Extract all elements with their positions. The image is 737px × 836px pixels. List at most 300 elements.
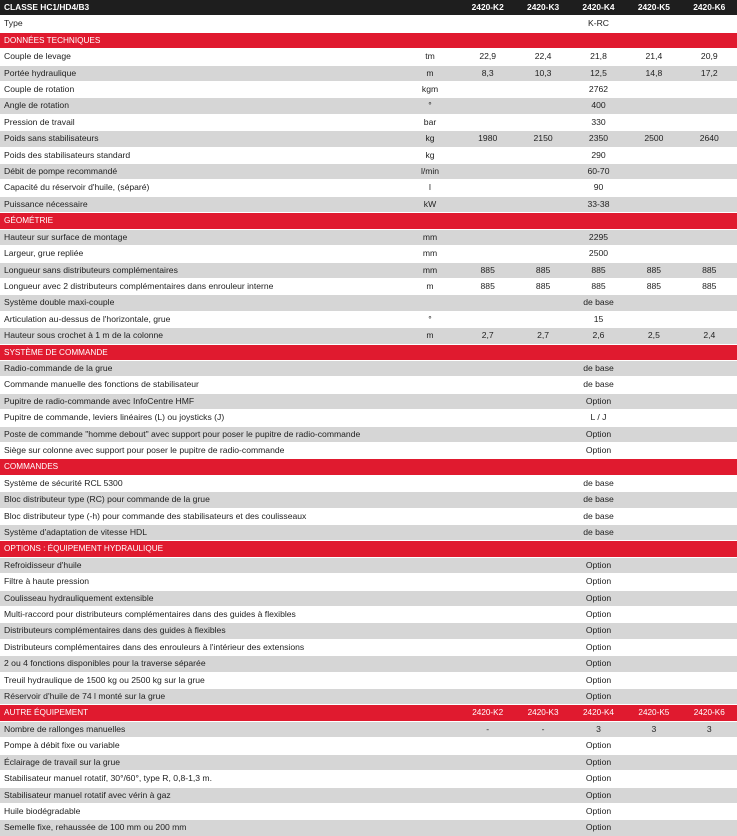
row-label: Distributeurs complémentaires dans des guides à flexibles: [0, 623, 400, 639]
table-row: [0, 508, 737, 524]
value-cell: 22,9: [460, 49, 515, 65]
row-label: Radio-commande de la grue: [0, 360, 400, 376]
value-cell: [626, 557, 681, 573]
table-row: [0, 328, 737, 344]
row-unit: [400, 360, 460, 376]
value-cell: Option: [571, 426, 626, 442]
value-cell: [460, 16, 515, 32]
value-cell: [682, 525, 737, 541]
value-cell: [626, 639, 681, 655]
value-cell: 3: [682, 721, 737, 737]
value-cell: [682, 426, 737, 442]
section-title: COMMANDES: [0, 459, 737, 475]
table-row: [0, 410, 737, 426]
table-row: [0, 311, 737, 327]
value-cell: 2,6: [571, 328, 626, 344]
value-cell: [626, 246, 681, 262]
value-cell: Option: [571, 754, 626, 770]
row-unit: [400, 475, 460, 491]
row-unit: [400, 525, 460, 541]
value-cell: [515, 771, 570, 787]
value-cell: 90: [571, 180, 626, 196]
value-cell: [460, 557, 515, 573]
row-label: Couple de rotation: [0, 82, 400, 98]
value-cell: [515, 196, 570, 212]
value-cell: [682, 508, 737, 524]
value-cell: [460, 98, 515, 114]
table-row: [0, 492, 737, 508]
value-cell: [626, 180, 681, 196]
value-cell: [460, 689, 515, 705]
table-row: [0, 393, 737, 409]
value-cell: [682, 672, 737, 688]
value-cell: [626, 311, 681, 327]
value-cell: [515, 525, 570, 541]
value-cell: [626, 442, 681, 458]
value-cell: 60-70: [571, 164, 626, 180]
value-cell: 2,7: [460, 328, 515, 344]
value-cell: 10,3: [515, 65, 570, 81]
row-label: Huile biodégradable: [0, 803, 400, 819]
table-row: [0, 377, 737, 393]
value-cell: [626, 410, 681, 426]
table-row: [0, 738, 737, 754]
section-header: [0, 541, 737, 557]
value-cell: [460, 525, 515, 541]
table-row: [0, 82, 737, 98]
value-cell: 885: [515, 278, 570, 294]
value-cell: [460, 295, 515, 311]
value-cell: 17,2: [682, 65, 737, 81]
value-cell: [460, 492, 515, 508]
value-cell: 2150: [515, 131, 570, 147]
table-row: [0, 721, 737, 737]
table-row: [0, 426, 737, 442]
row-label: Treuil hydraulique de 1500 kg ou 2500 kg sur la grue: [0, 672, 400, 688]
table-row: [0, 196, 737, 212]
value-cell: [682, 787, 737, 803]
value-cell: [460, 147, 515, 163]
table-row: [0, 475, 737, 491]
value-cell: [682, 738, 737, 754]
table-row: [0, 278, 737, 294]
value-cell: Option: [571, 803, 626, 819]
row-label: Capacité du réservoir d'huile, (séparé): [0, 180, 400, 196]
row-label: Pression de travail: [0, 114, 400, 130]
table-row: [0, 787, 737, 803]
value-cell: [626, 82, 681, 98]
row-unit: [400, 393, 460, 409]
value-cell: [515, 492, 570, 508]
value-cell: [460, 311, 515, 327]
value-cell: 15: [571, 311, 626, 327]
value-cell: [626, 820, 681, 836]
value-cell: [460, 607, 515, 623]
value-cell: 290: [571, 147, 626, 163]
value-cell: [682, 607, 737, 623]
value-cell: [626, 738, 681, 754]
value-cell: [626, 147, 681, 163]
section-header: [0, 213, 737, 229]
row-unit: [400, 16, 460, 32]
value-cell: [626, 393, 681, 409]
value-cell: [682, 164, 737, 180]
row-label: Refroidisseur d'huile: [0, 557, 400, 573]
value-cell: 330: [571, 114, 626, 130]
value-cell: [626, 754, 681, 770]
value-cell: [626, 360, 681, 376]
table-row: [0, 820, 737, 836]
value-cell: [682, 803, 737, 819]
row-unit: [400, 656, 460, 672]
value-cell: Option: [571, 442, 626, 458]
value-cell: 8,3: [460, 65, 515, 81]
row-label: Filtre à haute pression: [0, 574, 400, 590]
value-cell: [515, 229, 570, 245]
value-cell: [460, 442, 515, 458]
row-unit: [400, 377, 460, 393]
value-cell: [626, 16, 681, 32]
value-cell: [626, 475, 681, 491]
row-unit: m: [400, 278, 460, 294]
row-unit: [400, 426, 460, 442]
value-cell: [460, 164, 515, 180]
row-unit: [400, 557, 460, 573]
row-label: Multi-raccord pour distributeurs complémentaires dans des guides à flexibles: [0, 607, 400, 623]
model-header: 2420-K6: [682, 705, 737, 721]
value-cell: [682, 557, 737, 573]
row-unit: bar: [400, 114, 460, 130]
row-label: Semelle fixe, rehaussée de 100 mm ou 200 mm: [0, 820, 400, 836]
row-label: Pupitre de commande, leviers linéaires (L) ou joysticks (J): [0, 410, 400, 426]
row-unit: °: [400, 98, 460, 114]
model-header: 2420-K6: [682, 0, 737, 16]
value-cell: [626, 196, 681, 212]
value-cell: [626, 787, 681, 803]
row-label: Bloc distributeur type (-h) pour commande des stabilisateurs et des coulisseaux: [0, 508, 400, 524]
value-cell: [682, 98, 737, 114]
row-label: Coulisseau hydrauliquement extensible: [0, 590, 400, 606]
value-cell: 21,8: [571, 49, 626, 65]
row-label: Pompe à débit fixe ou variable: [0, 738, 400, 754]
value-cell: [626, 229, 681, 245]
value-cell: [626, 590, 681, 606]
value-cell: [626, 672, 681, 688]
value-cell: [682, 295, 737, 311]
row-unit: [400, 689, 460, 705]
unit-cell: [400, 705, 460, 721]
value-cell: [515, 426, 570, 442]
value-cell: [460, 393, 515, 409]
table-row: [0, 360, 737, 376]
value-cell: [460, 475, 515, 491]
row-unit: mm: [400, 246, 460, 262]
section-title: AUTRE ÉQUIPEMENT: [0, 705, 400, 721]
value-cell: 885: [626, 278, 681, 294]
value-cell: [515, 311, 570, 327]
table-row: [0, 672, 737, 688]
row-unit: °: [400, 311, 460, 327]
value-cell: [682, 147, 737, 163]
row-unit: [400, 639, 460, 655]
value-cell: [682, 377, 737, 393]
table-body: [0, 16, 737, 836]
row-label: Type: [0, 16, 400, 32]
value-cell: 3: [571, 721, 626, 737]
row-label: Réservoir d'huile de 74 l monté sur la grue: [0, 689, 400, 705]
row-label: Stabilisateur manuel rotatif, 30°/60°, type R, 0,8-1,3 m.: [0, 771, 400, 787]
value-cell: 2500: [571, 246, 626, 262]
table-row: [0, 147, 737, 163]
section-title: OPTIONS : ÉQUIPEMENT HYDRAULIQUE: [0, 541, 737, 557]
row-unit: [400, 442, 460, 458]
model-header: 2420-K5: [626, 705, 681, 721]
row-label: Longueur sans distributeurs complémentaires: [0, 262, 400, 278]
section-header: [0, 459, 737, 475]
model-header: 2420-K4: [571, 0, 626, 16]
value-cell: [515, 82, 570, 98]
value-cell: [515, 475, 570, 491]
row-label: Poids sans stabilisateurs: [0, 131, 400, 147]
table-row: [0, 180, 737, 196]
value-cell: Option: [571, 820, 626, 836]
table-row: [0, 689, 737, 705]
row-label: Hauteur sur surface de montage: [0, 229, 400, 245]
value-cell: [515, 656, 570, 672]
table-row: [0, 656, 737, 672]
value-cell: [515, 98, 570, 114]
table-row: [0, 754, 737, 770]
value-cell: [682, 229, 737, 245]
model-header: 2420-K3: [515, 705, 570, 721]
value-cell: [515, 114, 570, 130]
value-cell: Option: [571, 623, 626, 639]
table-row: [0, 771, 737, 787]
value-cell: de base: [571, 475, 626, 491]
value-cell: [682, 180, 737, 196]
value-cell: [682, 311, 737, 327]
value-cell: [682, 590, 737, 606]
table-row: [0, 607, 737, 623]
row-unit: [400, 738, 460, 754]
row-unit: kg: [400, 131, 460, 147]
row-unit: [400, 721, 460, 737]
value-cell: [626, 771, 681, 787]
section-header: [0, 705, 737, 721]
value-cell: 2,7: [515, 328, 570, 344]
table-row: [0, 574, 737, 590]
row-unit: [400, 672, 460, 688]
value-cell: 20,9: [682, 49, 737, 65]
row-unit: [400, 787, 460, 803]
row-unit: [400, 295, 460, 311]
value-cell: Option: [571, 656, 626, 672]
value-cell: 2762: [571, 82, 626, 98]
value-cell: [460, 787, 515, 803]
table-row: [0, 114, 737, 130]
value-cell: [515, 803, 570, 819]
value-cell: 2500: [626, 131, 681, 147]
value-cell: [626, 607, 681, 623]
value-cell: 33-38: [571, 196, 626, 212]
value-cell: [515, 164, 570, 180]
value-cell: [460, 771, 515, 787]
row-unit: m: [400, 328, 460, 344]
model-header: 2420-K4: [571, 705, 626, 721]
row-label: Hauteur sous crochet à 1 m de la colonne: [0, 328, 400, 344]
value-cell: 885: [626, 262, 681, 278]
row-label: Système d'adaptation de vitesse HDL: [0, 525, 400, 541]
value-cell: 2,4: [682, 328, 737, 344]
value-cell: 2350: [571, 131, 626, 147]
value-cell: [515, 639, 570, 655]
row-label: Système de sécurité RCL 5300: [0, 475, 400, 491]
value-cell: Option: [571, 574, 626, 590]
table-row: [0, 246, 737, 262]
value-cell: 885: [460, 278, 515, 294]
value-cell: Option: [571, 639, 626, 655]
value-cell: 2,5: [626, 328, 681, 344]
table-row: [0, 525, 737, 541]
row-label: Débit de pompe recommandé: [0, 164, 400, 180]
value-cell: Option: [571, 590, 626, 606]
value-cell: [460, 360, 515, 376]
row-label: Commande manuelle des fonctions de stabilisateur: [0, 377, 400, 393]
table-title: CLASSE HC1/HD4/B3: [0, 0, 400, 16]
value-cell: [460, 426, 515, 442]
value-cell: [460, 114, 515, 130]
value-cell: [515, 410, 570, 426]
value-cell: 2295: [571, 229, 626, 245]
value-cell: Option: [571, 771, 626, 787]
value-cell: [515, 360, 570, 376]
value-cell: [682, 410, 737, 426]
value-cell: [515, 820, 570, 836]
value-cell: [515, 442, 570, 458]
table-row: [0, 262, 737, 278]
value-cell: [626, 803, 681, 819]
value-cell: [460, 738, 515, 754]
table-row: [0, 229, 737, 245]
row-label: Système double maxi-couple: [0, 295, 400, 311]
value-cell: [515, 295, 570, 311]
row-label: Couple de levage: [0, 49, 400, 65]
value-cell: [460, 180, 515, 196]
row-unit: [400, 623, 460, 639]
row-unit: [400, 492, 460, 508]
row-label: Stabilisateur manuel rotatif avec vérin à gaz: [0, 787, 400, 803]
row-label: Angle de rotation: [0, 98, 400, 114]
value-cell: [682, 360, 737, 376]
row-unit: [400, 820, 460, 836]
value-cell: [626, 656, 681, 672]
value-cell: Option: [571, 787, 626, 803]
value-cell: [460, 82, 515, 98]
value-cell: [626, 689, 681, 705]
value-cell: [626, 623, 681, 639]
row-label: Longueur avec 2 distributeurs complémentaires dans enrouleur interne: [0, 278, 400, 294]
row-label: Bloc distributeur type (RC) pour commande de la grue: [0, 492, 400, 508]
value-cell: 14,8: [626, 65, 681, 81]
value-cell: [626, 98, 681, 114]
value-cell: [515, 574, 570, 590]
unit-header: [400, 0, 460, 16]
value-cell: 2640: [682, 131, 737, 147]
section-header: [0, 32, 737, 48]
value-cell: [515, 147, 570, 163]
value-cell: [626, 426, 681, 442]
table-row: [0, 98, 737, 114]
row-unit: [400, 771, 460, 787]
table-row: [0, 557, 737, 573]
value-cell: [682, 689, 737, 705]
value-cell: [515, 180, 570, 196]
value-cell: Option: [571, 607, 626, 623]
row-unit: tm: [400, 49, 460, 65]
value-cell: 1980: [460, 131, 515, 147]
row-unit: kW: [400, 196, 460, 212]
row-unit: kgm: [400, 82, 460, 98]
row-unit: [400, 754, 460, 770]
row-label: 2 ou 4 fonctions disponibles pour la traverse séparée: [0, 656, 400, 672]
value-cell: [626, 164, 681, 180]
value-cell: de base: [571, 492, 626, 508]
row-unit: [400, 410, 460, 426]
value-cell: [460, 410, 515, 426]
value-cell: [460, 508, 515, 524]
value-cell: [682, 442, 737, 458]
row-label: Nombre de rallonges manuelles: [0, 721, 400, 737]
row-label: Articulation au-dessus de l'horizontale, grue: [0, 311, 400, 327]
row-label: Siège sur colonne avec support pour poser le pupitre de radio-commande: [0, 442, 400, 458]
table-row: [0, 639, 737, 655]
value-cell: 885: [460, 262, 515, 278]
section-title: GÉOMÉTRIE: [0, 213, 737, 229]
value-cell: [626, 295, 681, 311]
row-unit: [400, 607, 460, 623]
row-unit: [400, 590, 460, 606]
value-cell: [626, 525, 681, 541]
row-unit: kg: [400, 147, 460, 163]
section-header: [0, 344, 737, 360]
table-row: [0, 164, 737, 180]
value-cell: [460, 623, 515, 639]
value-cell: 400: [571, 98, 626, 114]
table-row: [0, 16, 737, 32]
value-cell: [460, 820, 515, 836]
value-cell: [682, 114, 737, 130]
value-cell: [682, 492, 737, 508]
value-cell: [515, 590, 570, 606]
value-cell: [515, 508, 570, 524]
model-header: 2420-K5: [626, 0, 681, 16]
value-cell: [626, 492, 681, 508]
row-label: Pupitre de radio-commande avec InfoCentre HMF: [0, 393, 400, 409]
value-cell: Option: [571, 738, 626, 754]
table-row: [0, 65, 737, 81]
value-cell: [460, 246, 515, 262]
table-header: [0, 0, 737, 16]
table-row: [0, 623, 737, 639]
row-label: Portée hydraulique: [0, 65, 400, 81]
value-cell: [460, 754, 515, 770]
table-row: [0, 590, 737, 606]
value-cell: 21,4: [626, 49, 681, 65]
row-unit: m: [400, 65, 460, 81]
value-cell: [682, 820, 737, 836]
model-header: 2420-K2: [460, 705, 515, 721]
value-cell: de base: [571, 360, 626, 376]
